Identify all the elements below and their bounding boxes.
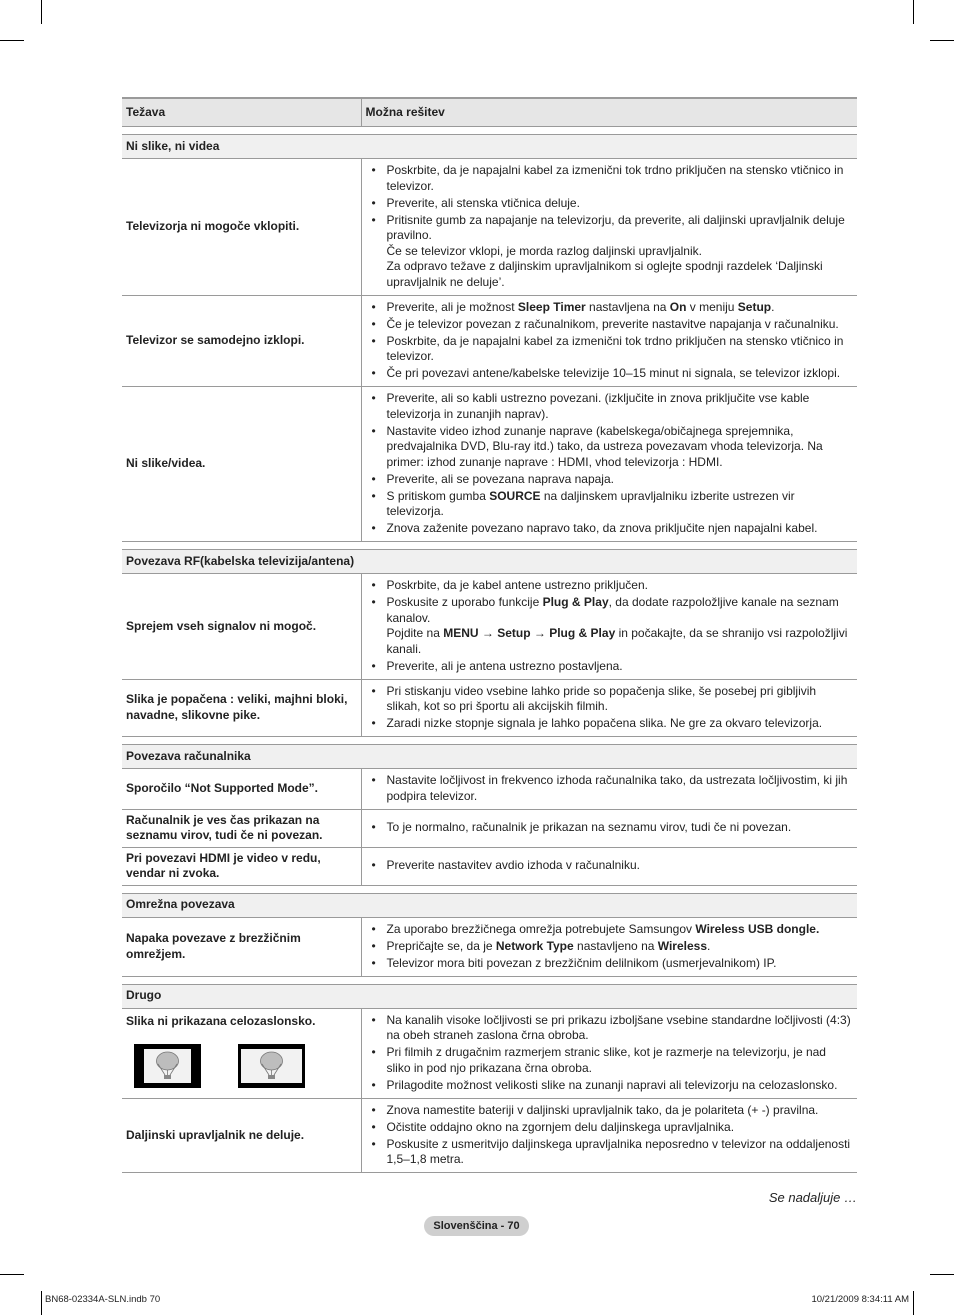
section-header-row (122, 135, 857, 159)
solution-text: . (771, 299, 775, 314)
crop-mark (930, 1274, 954, 1275)
crop-mark (41, 1291, 42, 1315)
table-header-row (122, 98, 857, 127)
solution-list (366, 391, 854, 537)
problem-text: Sporočilo “Not Supported Mode”. (126, 781, 318, 795)
solution-text: Pri stiskanju video vsebine lahko pride so popačenja slike, še posebej pri gibljivih slikah, kot so pri športu ali akcijskih filmih. (386, 683, 817, 713)
solution-text: Preverite, ali je možnost (386, 299, 518, 314)
solution-text: Prepričajte se, da je (386, 938, 496, 953)
solution-item (366, 1120, 854, 1136)
solution-text: Na kanalih visoke ločljivosti se pri prikazu izboljšane vsebine standardne ločljivosti (4:3) na obeh straneh zaslona črna obroba. (386, 1012, 851, 1042)
problem-text: Napaka povezave z brezžičnim omrežjem. (126, 931, 301, 961)
solution-cell (361, 679, 857, 737)
section-spacer (122, 976, 857, 984)
solution-item (366, 472, 854, 488)
solution-bold-term: Wireless USB dongle. (695, 921, 820, 936)
table-row (122, 847, 857, 885)
table-row (122, 679, 857, 737)
solution-text: Poskusite z uporabo funkcije (386, 595, 543, 609)
solution-text: , da dodate razpoložljive kanale na seznam kanalov. (386, 595, 839, 625)
aspect-examples (134, 1044, 357, 1088)
solution-item (366, 1013, 854, 1044)
page-number-label: Slovenščina - 70 (424, 1216, 529, 1236)
solution-item (366, 489, 854, 520)
solution-text: Nastavite video izhod zunanje naprave (kabelskega/običajnega sprejemnika, predvajalnika DVD, Blu-ray itd.) tako, da ustreza povezavam vhoda televizorja. Na primer: izhod zunanje naprave : HDMI, vhod televizorja : HDMI. (386, 423, 823, 469)
section-header-row (122, 550, 857, 574)
solution-list (366, 163, 854, 290)
solution-text: Pojdite na (386, 626, 444, 640)
solution-text: in počakajte, da se shranijo vsi razpoložljivi kanali. (386, 626, 848, 656)
solution-item (366, 939, 854, 955)
table-row (122, 159, 857, 296)
solution-cell (361, 917, 857, 976)
section-header-row (122, 984, 857, 1008)
table-row (122, 809, 857, 847)
section-spacer (122, 737, 857, 745)
problem-text: Računalnik je ves čas prikazan na seznamu virov, tudi če ni povezan. (126, 812, 323, 842)
spacer-cell (122, 885, 857, 893)
solution-bold-term: Wireless (657, 938, 708, 953)
solution-bold-term: SOURCE (489, 488, 541, 503)
solution-item (366, 773, 854, 804)
solution-item (366, 1137, 854, 1168)
section-title: Omrežna povezava (122, 893, 857, 917)
problem-text: Televizor se samodejno izklopi. (126, 333, 305, 347)
solution-text: Preverite, ali so kabli ustrezno povezani. (izključite in znova priključite vse kable televizorja in zunanjih naprav). (386, 391, 810, 421)
solution-bold-term: Sleep Timer (517, 299, 586, 314)
table-row (122, 295, 857, 387)
solution-text: Poskrbite, da je napajalni kabel za izmenični tok trdno priključen na stensko vtičnico in televizor. (386, 333, 844, 363)
problem-text: Pri povezavi HDMI je video v redu, vendar ni zvoka. (126, 850, 321, 880)
section-title: Ni slike, ni videa (122, 135, 857, 159)
solution-item (366, 820, 854, 836)
solution-item (366, 956, 854, 972)
problem-cell (122, 295, 361, 387)
solution-text: Preverite, ali se povezana naprava napaja. (386, 471, 614, 486)
balloon-picture (238, 1044, 305, 1088)
header-solution: Možna rešitev (361, 98, 857, 127)
solution-bold-term: Network Type (495, 938, 574, 953)
solution-item (366, 922, 854, 938)
balloon-picture (134, 1044, 201, 1088)
solution-item (366, 521, 854, 537)
section-spacer (122, 127, 857, 135)
solution-item (366, 659, 854, 675)
solution-text: Očistite oddajno okno na zgornjem delu daljinskega upravljalnika. (386, 1119, 735, 1134)
solution-cell (361, 387, 857, 542)
problem-text: Televizorja ni mogoče vklopiti. (126, 219, 300, 233)
spacer-cell (122, 127, 857, 135)
solution-item (366, 334, 854, 365)
problem-cell (122, 1098, 361, 1173)
solution-text: Preverite, ali stenska vtičnica deluje. (386, 195, 580, 210)
solution-text: Če je televizor povezan z računalnikom, preverite nastavitve napajanja v računalniku. (386, 316, 839, 331)
solution-text: Za odpravo težave z daljinskim upravljalnikom si oglejte spodnji razdelek ‘Daljinski upravljalnik ne deluje’. (386, 259, 823, 289)
solution-list (366, 684, 854, 732)
solution-item (366, 716, 854, 732)
solution-text: Poskrbite, da je napajalni kabel za izmenični tok trdno priključen na stensko vtičnico in televizor. (386, 163, 844, 193)
problem-cell (122, 679, 361, 737)
solution-text: Zaradi nizke stopnje signala je lahko popačena slika. Ne gre za okvaro televizorja. (386, 716, 823, 730)
solution-item (366, 213, 854, 291)
solution-text: nastavljeno na (573, 938, 658, 953)
spacer-cell (122, 737, 857, 745)
solution-text: v meniju (686, 299, 738, 314)
solution-list (366, 820, 854, 836)
problem-cell (122, 917, 361, 976)
solution-item (366, 391, 854, 422)
solution-text: . (707, 938, 711, 953)
problem-text: Daljinski upravljalnik ne deluje. (126, 1127, 305, 1142)
crop-mark (930, 40, 954, 41)
solution-item (366, 300, 854, 316)
problem-text: Sprejem vseh signalov ni mogoč. (126, 618, 317, 633)
solution-item (366, 684, 854, 715)
crop-mark (41, 0, 42, 24)
crop-mark (0, 1274, 24, 1275)
solution-list (366, 1103, 854, 1168)
letterbox-image (238, 1044, 305, 1088)
crop-mark (913, 0, 914, 24)
spacer-cell (122, 976, 857, 984)
solution-cell (361, 1008, 857, 1098)
crop-mark (913, 1291, 914, 1315)
problem-cell (122, 769, 361, 810)
solution-item (366, 1045, 854, 1076)
solution-list (366, 773, 854, 804)
solution-item (366, 317, 854, 333)
solution-cell (361, 847, 857, 885)
section-title: Drugo (122, 984, 857, 1008)
solution-text: Poskrbite, da je kabel antene ustrezno priključen. (386, 578, 648, 592)
solution-text: Pritisnite gumb za napajanje na televizorju, da preverite, ali daljinski upravljalnik deluje pravilno. (386, 212, 845, 242)
footer-timestamp: 10/21/2009 8:34:11 AM (811, 1294, 909, 1305)
section-spacer (122, 542, 857, 550)
solution-text: Če pri povezavi antene/kabelske televizije 10–15 minut ni signala, se televizor izklopi. (386, 366, 841, 380)
solution-text: To je normalno, računalnik je prikazan na seznamu virov, tudi če ni povezan. (386, 820, 792, 834)
problem-cell (122, 847, 361, 885)
solution-text: S pritiskom gumba (386, 488, 490, 503)
solution-list (366, 922, 854, 972)
solution-text: Če se televizor vklopi, je morda razlog daljinski upravljalnik. (386, 243, 702, 258)
solution-item (366, 1078, 854, 1094)
spacer-cell (122, 542, 857, 550)
problem-cell (122, 387, 361, 542)
table-row (122, 1008, 857, 1098)
problem-cell (122, 574, 361, 680)
section-title: Povezava računalnika (122, 745, 857, 769)
header-problem: Težava (122, 98, 361, 127)
solution-cell (361, 809, 857, 847)
solution-cell (361, 769, 857, 810)
solution-text: Prilagodite možnost velikosti slike na zunanji napravi ali televizorju na celozaslonsko. (386, 1077, 838, 1092)
table-row (122, 574, 857, 680)
crop-mark (0, 40, 24, 41)
solution-cell (361, 1098, 857, 1173)
solution-text: Pri filmih z drugačnim razmerjem stranic slike, kot je razmerje na televizorju, je nad sliko in pod njo prikazana črna obroba. (386, 1045, 826, 1075)
solution-item (366, 595, 854, 657)
solution-text: Za uporabo brezžičnega omrežja potrebujete Samsungov (386, 921, 696, 936)
problem-cell (122, 1008, 361, 1098)
solution-cell (361, 574, 857, 680)
table-row (122, 1098, 857, 1173)
solution-bold-term: Plug & Play (542, 595, 609, 609)
solution-text: Znova namestite bateriji v daljinski upravljalnik tako, da je polariteta (+ -) pravilna. (386, 1102, 819, 1117)
table-row (122, 387, 857, 542)
solution-bold-term: Setup (737, 299, 772, 314)
solution-list (366, 858, 854, 874)
solution-item (366, 578, 854, 594)
solution-bold-term: On (669, 299, 687, 314)
table-row (122, 769, 857, 810)
section-header-row (122, 745, 857, 769)
solution-item (366, 163, 854, 194)
solution-item (366, 196, 854, 212)
solution-item (366, 424, 854, 471)
footer-file-info: BN68-02334A-SLN.indb 70 (45, 1294, 161, 1305)
solution-text: Televizor mora biti povezan z brezžičnim delilnikom (usmerjevalnikom) IP. (386, 955, 777, 970)
solution-list (366, 578, 854, 674)
table-row (122, 917, 857, 976)
pillarbox-image (134, 1044, 201, 1088)
problem-cell (122, 159, 361, 296)
section-spacer (122, 885, 857, 893)
solution-text: na daljinskem upravljalniku izberite ustrezen vir televizorja. (386, 488, 795, 518)
solution-text: Znova zaženite povezano napravo tako, da znova priključite njen napajalni kabel. (386, 521, 818, 535)
problem-text: Ni slike/videa. (126, 456, 206, 471)
continued-note: Se nadaljuje … (768, 1190, 857, 1205)
solution-text: Nastavite ločljivost in frekvenco izhoda računalnika tako, da ustrezata ločljivostim, ki jih podpira televizor. (386, 773, 848, 803)
solution-cell (361, 295, 857, 387)
solution-item (366, 1103, 854, 1119)
troubleshooting-table (122, 97, 857, 1173)
solution-list (366, 300, 854, 382)
solution-text: Poskusite z usmeritvijo daljinskega upravljalnika neposredno v televizor na oddaljenosti 1,5–1,8 metra. (386, 1136, 851, 1166)
solution-item (366, 858, 854, 874)
section-header-row (122, 893, 857, 917)
problem-cell (122, 809, 361, 847)
solution-text: Preverite nastavitev avdio izhoda v računalniku. (386, 858, 640, 872)
solution-bold-term: MENU → Setup → Plug & Play (443, 626, 616, 640)
solution-cell (361, 159, 857, 296)
solution-list (366, 1013, 854, 1094)
solution-text: Preverite, ali je antena ustrezno postavljena. (386, 658, 623, 673)
solution-text: nastavljena na (585, 299, 670, 314)
solution-item (366, 366, 854, 382)
problem-text: Slika ni prikazana celozaslonsko. (126, 1013, 316, 1028)
section-title: Povezava RF(kabelska televizija/antena) (122, 550, 857, 574)
problem-text: Slika je popačena : veliki, majhni bloki, navadne, slikovne pike. (126, 692, 348, 722)
